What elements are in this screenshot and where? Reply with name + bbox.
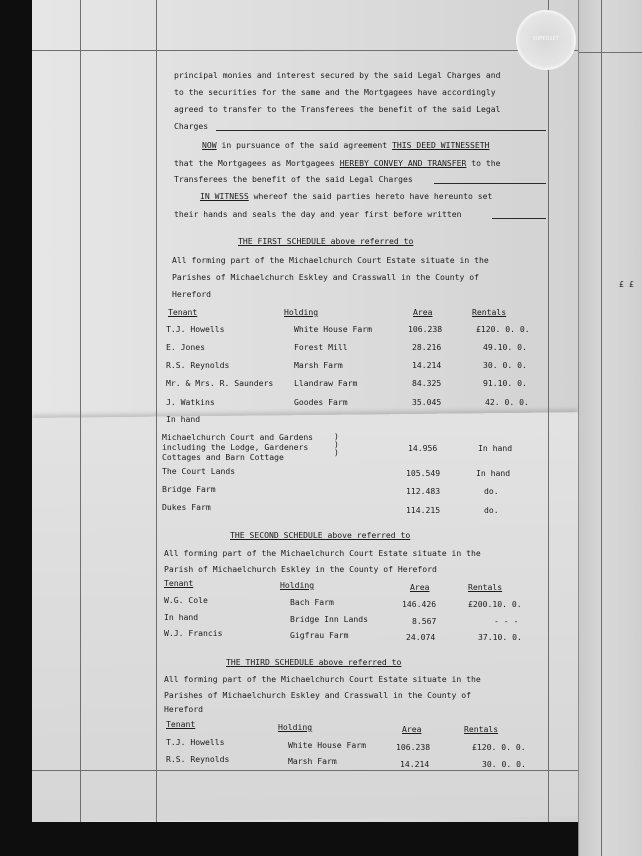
embossed-seal [516,10,576,70]
table-row-area: 24.074 [406,632,436,642]
table-row-area: 146.426 [402,599,437,609]
table-row-rental: 49.10. 0. [483,342,527,352]
extra-holding: Bridge Farm [162,484,216,494]
court-line-1: Michaelchurch Court and Gardens [162,432,314,442]
bottom-rule [32,770,578,771]
schedule1-heading: THE FIRST SCHEDULE above referred to [238,236,414,246]
table-row-holding: White House Farm [288,740,366,750]
seal-text: SOMERSET [532,36,560,42]
in-hand-label: In hand [166,414,201,424]
schedule3-header-holding: Holding [278,722,313,732]
table-row-tenant: W.J. Francis [164,628,223,638]
table-row-area: 28.216 [412,342,442,352]
table-row-tenant: R.S. Reynolds [166,360,230,370]
witness-line-2 [174,158,501,168]
this-deed-witnesseth: THIS DEED WITNESSETH [392,140,490,150]
adjacent-margin-line [601,0,602,856]
table-row-rental: £200.10. 0. [468,599,522,609]
table-row-rental: 37.10. 0. [478,632,522,642]
table-row-tenant: T.J. Howells [166,737,225,747]
adjacent-top-rule [579,52,642,53]
now-word: NOW [202,140,217,150]
table-row-area: 14.214 [400,759,430,769]
schedule2-desc-2: Parish of Michaelchurch Eskley in the County of Hereford [164,564,437,574]
brace: ) ) ) [334,432,339,457]
table-row-rental: £120. 0. 0. [472,742,526,752]
table-row-tenant: T.J. Howells [166,324,225,334]
adjacent-page [578,0,642,856]
table-row-holding: Llandraw Farm [294,378,358,388]
table-row-holding: Bach Farm [290,597,334,607]
table-row-area: 106.238 [396,742,431,752]
table-row-holding: White House Farm [294,324,372,334]
schedule3-heading: THE THIRD SCHEDULE above referred to [226,657,402,667]
table-row-holding: Goodes Farm [294,397,348,407]
table-row-tenant: J. Watkins [166,397,215,407]
hereby-convey: HEREBY CONVEY AND TRANSFER [339,158,467,168]
schedule3-desc-2: Parishes of Michaelchurch Eskley and Crasswall in the County of [164,690,471,700]
fill-line [434,183,546,184]
extra-area: 112.483 [406,486,441,496]
table-row-rental: 91.10. 0. [483,378,527,388]
margin-mark: £ [629,280,634,289]
table-row-tenant: In hand [164,612,199,622]
table-row-holding: Forest Mill [294,342,348,352]
margin-line-left-inner [156,0,157,822]
court-rental: In hand [478,443,513,453]
extra-rental: do. [484,486,499,496]
table-row-area: 8.567 [412,616,437,626]
table-row-area: 14.214 [412,360,442,370]
extra-area: 114.215 [406,505,441,515]
table-row-tenant: W.G. Cole [164,595,208,605]
table-row-area: 106.238 [408,324,443,334]
extra-rental: In hand [476,468,511,478]
schedule1-header-rentals: Rentals [472,307,507,317]
document-page [32,0,578,822]
table-row-tenant: Mr. & Mrs. R. Saunders [166,378,274,388]
schedule3-header-rentals: Rentals [464,724,499,734]
table-row-rental: 30. 0. 0. [483,360,527,370]
table-row-holding: Bridge Inn Lands [290,614,368,624]
schedule1-header-holding: Holding [284,307,319,317]
schedule2-header-tenant: Tenant [164,578,194,588]
schedule2-header-area: Area [410,582,430,592]
table-row-rental: 30. 0. 0. [482,759,526,769]
table-row-rental: £120. 0. 0. [476,324,530,334]
top-rule [32,50,578,51]
court-line-2: including the Lodge, Gardeners [162,442,309,452]
intro-line-1: principal monies and interest secured by the said Legal Charges and [174,70,501,80]
witness-line-3: Transferees the benefit of the said Legal Charges [174,174,413,184]
fill-line [216,130,546,131]
extra-holding: The Court Lands [162,466,236,476]
schedule3-header-tenant: Tenant [166,719,196,729]
table-row-area: 84.325 [412,378,442,388]
court-area: 14.956 [408,443,438,453]
schedule2-heading: THE SECOND SCHEDULE above referred to [230,530,411,540]
schedule1-header-tenant: Tenant [168,307,198,317]
table-row-rental: - - - [494,616,519,626]
table-row-area: 35.045 [412,397,442,407]
court-line-3: Cottages and Barn Cottage [162,452,284,462]
witness-line-5: their hands and seals the day and year first before written [174,209,462,219]
witness-line-4 [200,191,492,201]
table-row-rental: 42. 0. 0. [485,397,529,407]
schedule2-header-rentals: Rentals [468,582,503,592]
extra-area: 105.549 [406,468,441,478]
schedule2-header-holding: Holding [280,580,315,590]
intro-line-2: to the securities for the same and the Mortgagees have accordingly [174,87,496,97]
margin-line-right [548,0,549,822]
witness-line-4-rest: whereof the said parties hereto have hereunto set [253,191,493,201]
table-row-holding: Marsh Farm [294,360,343,370]
extra-holding: Dukes Farm [162,502,211,512]
schedule3-desc-3: Hereford [164,704,203,714]
schedule3-header-area: Area [402,724,422,734]
schedule1-desc-2: Parishes of Michaelchurch Eskley and Crasswall in the County of [172,272,479,282]
margin-mark: £ [619,280,624,289]
witness-line-2-start: that the Mortgagees as Mortgagees [174,158,335,168]
extra-rental: do. [484,505,499,515]
margin-line-left-outer [80,0,81,822]
fill-line [492,218,546,219]
intro-line-4: Charges [174,121,209,131]
schedule1-desc-1: All forming part of the Michaelchurch Court Estate situate in the [172,255,489,265]
schedule1-header-area: Area [413,307,433,317]
table-row-holding: Marsh Farm [288,756,337,766]
schedule2-desc-1: All forming part of the Michaelchurch Court Estate situate in the [164,548,481,558]
witness-line-2-end: to the [471,158,501,168]
in-witness: IN WITNESS [200,191,249,201]
table-row-tenant: R.S. Reynolds [166,754,230,764]
intro-line-3: agreed to transfer to the Transferees the benefit of the said Legal [174,104,501,114]
table-row-tenant: E. Jones [166,342,205,352]
table-row-holding: Gigfrau Farm [290,630,349,640]
schedule3-desc-1: All forming part of the Michaelchurch Court Estate situate in the [164,674,481,684]
witness-line-1-rest: in pursuance of the said agreement [221,140,388,150]
schedule1-desc-3: Hereford [172,289,211,299]
witness-line-1 [202,140,490,150]
